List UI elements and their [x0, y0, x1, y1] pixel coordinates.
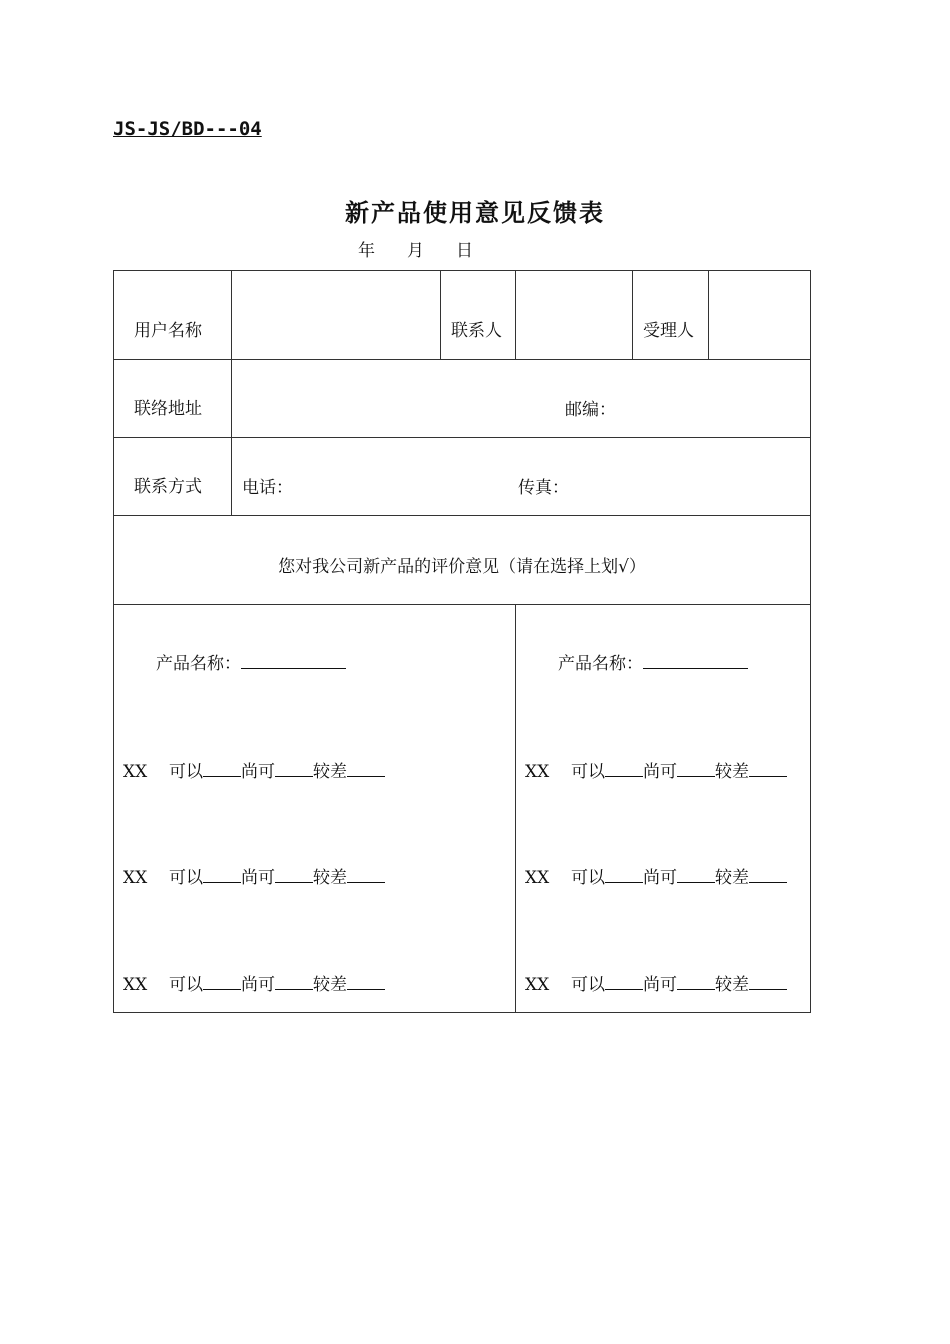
item-name: XX: [123, 975, 148, 995]
evaluation-prompt-row: [114, 516, 811, 605]
contact-method-field[interactable]: [232, 438, 811, 516]
form-title: 新产品使用意见反馈表: [345, 199, 605, 227]
document-code: JS-JS/BD---04: [113, 118, 262, 140]
option-good[interactable]: 可以: [571, 975, 605, 995]
option-fair[interactable]: 尚可: [643, 975, 677, 995]
option-good-blank[interactable]: [605, 973, 643, 990]
option-good[interactable]: 可以: [169, 975, 203, 995]
feedback-form-table: [113, 270, 811, 1013]
option-poor-blank[interactable]: [749, 760, 787, 777]
option-good-blank[interactable]: [203, 760, 241, 777]
product-name-blank[interactable]: [643, 651, 748, 669]
contact-method-row: [114, 438, 811, 516]
contact-person-field[interactable]: [516, 271, 633, 360]
option-good[interactable]: 可以: [169, 868, 203, 888]
option-fair[interactable]: 尚可: [643, 762, 677, 782]
option-good[interactable]: 可以: [571, 868, 605, 888]
product-name-line[interactable]: [156, 649, 346, 674]
option-fair-blank[interactable]: [677, 866, 715, 883]
phone-label: 电话：: [242, 478, 293, 498]
rating-line[interactable]: [123, 757, 385, 782]
option-good-blank[interactable]: [605, 866, 643, 883]
evaluation-prompt: 您对我公司新产品的评价意见（请在选择上划√）: [114, 516, 811, 605]
option-poor[interactable]: 较差: [313, 762, 347, 782]
date-year-label: 年: [358, 241, 375, 261]
option-fair-blank[interactable]: [275, 973, 313, 990]
address-field[interactable]: [232, 360, 811, 438]
rating-line[interactable]: [525, 757, 787, 782]
option-fair-blank[interactable]: [677, 973, 715, 990]
option-good[interactable]: 可以: [169, 762, 203, 782]
postcode-label: 邮编：: [565, 400, 616, 420]
product-name-blank[interactable]: [241, 651, 346, 669]
product-name-label: 产品名称：: [156, 654, 241, 674]
handler-label: 受理人: [633, 271, 709, 360]
date-month-label: 月: [407, 241, 424, 261]
contact-method-label: 联系方式: [114, 438, 232, 516]
option-fair-blank[interactable]: [275, 866, 313, 883]
user-name-field[interactable]: [232, 271, 441, 360]
option-good[interactable]: 可以: [571, 762, 605, 782]
option-poor-blank[interactable]: [749, 973, 787, 990]
option-poor-blank[interactable]: [347, 866, 385, 883]
option-good-blank[interactable]: [203, 866, 241, 883]
date-line: [358, 236, 473, 261]
item-name: XX: [123, 762, 148, 782]
address-label: 联络地址: [114, 360, 232, 438]
product-name-label: 产品名称：: [558, 654, 643, 674]
option-good-blank[interactable]: [605, 760, 643, 777]
product-column-right: [516, 605, 811, 1013]
option-poor[interactable]: 较差: [313, 868, 347, 888]
product-evaluation-row: [114, 605, 811, 1013]
address-row: [114, 360, 811, 438]
option-fair[interactable]: 尚可: [241, 762, 275, 782]
fax-label: 传真：: [518, 478, 569, 498]
contact-person-label: 联系人: [441, 271, 516, 360]
rating-line[interactable]: [123, 970, 385, 995]
user-row: [114, 271, 811, 360]
option-poor[interactable]: 较差: [313, 975, 347, 995]
option-poor-blank[interactable]: [347, 973, 385, 990]
rating-line[interactable]: [123, 863, 385, 888]
option-fair[interactable]: 尚可: [643, 868, 677, 888]
option-poor[interactable]: 较差: [715, 868, 749, 888]
option-poor-blank[interactable]: [347, 760, 385, 777]
option-fair-blank[interactable]: [275, 760, 313, 777]
option-fair-blank[interactable]: [677, 760, 715, 777]
item-name: XX: [525, 762, 550, 782]
option-poor[interactable]: 较差: [715, 975, 749, 995]
option-poor-blank[interactable]: [749, 866, 787, 883]
option-good-blank[interactable]: [203, 973, 241, 990]
product-name-line[interactable]: [558, 649, 748, 674]
option-poor[interactable]: 较差: [715, 762, 749, 782]
option-fair[interactable]: 尚可: [241, 975, 275, 995]
rating-line[interactable]: [525, 970, 787, 995]
option-fair[interactable]: 尚可: [241, 868, 275, 888]
date-day-label: 日: [456, 241, 473, 261]
user-name-label: 用户名称: [114, 271, 232, 360]
handler-field[interactable]: [709, 271, 811, 360]
item-name: XX: [525, 975, 550, 995]
item-name: XX: [525, 868, 550, 888]
product-column-left: [114, 605, 516, 1013]
rating-line[interactable]: [525, 863, 787, 888]
item-name: XX: [123, 868, 148, 888]
